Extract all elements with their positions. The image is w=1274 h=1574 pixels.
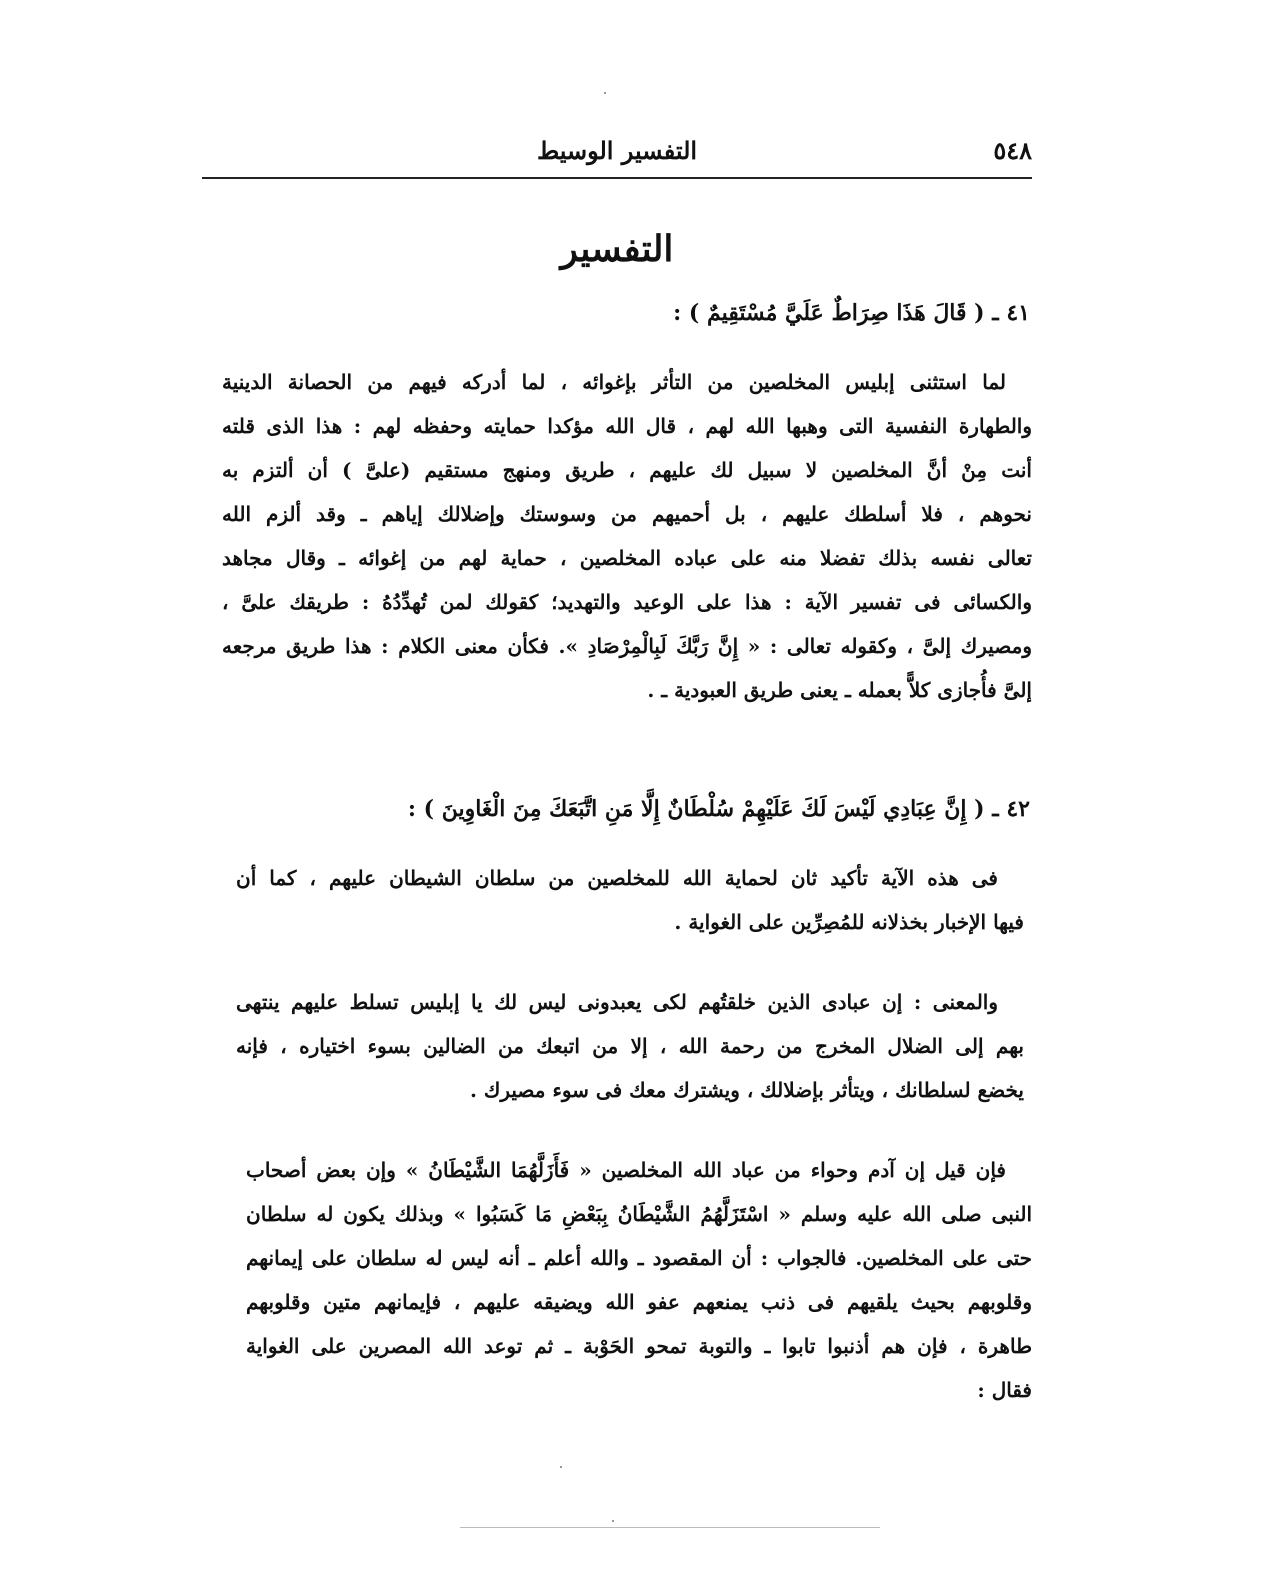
verse-42-paragraph-3: [246, 1148, 1032, 1412]
text-line: تعالى نفسه بذلك تفضلا منه على عباده المخلصين ، حماية لهم من إغوائه ـ وقال مجاهد: [222, 546, 1032, 570]
text-line: والمعنى : إن عبادى الذين خلقتُهم لكى يعبدونى ليس لك يا إبليس تسلط عليهم ينتهى: [236, 990, 998, 1014]
text-line: فى هذه الآية تأكيد ثان لحماية الله للمخلصين من سلطان الشيطان عليهم ، كما أن: [236, 866, 998, 890]
header-rule: [202, 177, 1032, 179]
text-line: يخضع لسلطانك ، ويتأثر بإضلالك ، ويشترك معك فى سوء مصيرك .: [469, 1078, 1024, 1102]
text-line: فإن قيل إن آدم وحواء من عباد الله المخلصين « فَأَزَلَّهُمَا الشَّيْطَانُ » وإن بعض أصحاب: [246, 1158, 1006, 1182]
verse-41-heading: ٤١ ـ ( قَالَ هَذَا صِرَاطٌ عَلَيَّ مُسْتَقِيمٌ ) :: [673, 300, 1030, 326]
verse-42-paragraph-2: [236, 980, 1024, 1112]
verse-41-commentary: [222, 360, 1032, 712]
text-line: لما استثنى إبليس المخلصين من التأثر بإغوائه ، لما أدركه فيهم من الحصانة الدينية: [222, 370, 1006, 394]
text-line: ومصيرك إلىَّ ، وكقوله تعالى : « إِنَّ رَبَّكَ لَبِالْمِرْصَادِ ». فكأن معنى الكلام : هذا طريق مرجعه: [222, 634, 1032, 658]
verse-42-paragraph-1: [236, 856, 1024, 944]
scan-speck: [612, 1520, 614, 1522]
text-line: أنت مِنْ أنَّ المخلصين لا سبيل لك عليهم ، طريق ومنهج مستقيم (علىَّ ) أن ألتزم به: [222, 458, 1032, 482]
verse-42-heading: ٤٢ ـ ( إِنَّ عِبَادِي لَيْسَ لَكَ عَلَيْهِمْ سُلْطَانٌ إِلَّا مَنِ اتَّبَعَكَ مِنَ الْغَاوِينَ ) :: [407, 796, 1030, 822]
text-line: نحوهم ، فلا أسلطك عليهم ، بل أحميهم من وسوستك وإضلالك إياهم ـ وقد ألزم الله: [222, 502, 1032, 526]
scan-speck: [560, 1466, 562, 1468]
running-header: [202, 136, 1032, 176]
page-number: ٥٤٨: [993, 136, 1032, 165]
text-line: والطهارة النفسية التى وهبها الله لهم ، قال الله مؤكدا حمايته وحفظه لهم : هذا الذى قلته: [222, 414, 1032, 438]
text-line: حتى على المخلصين. فالجواب : أن المقصود ـ والله أعلم ـ أنه ليس له سلطان على إيمانهم: [246, 1246, 1032, 1270]
text-line: طاهرة ، فإن هم أذنبوا تابوا ـ والتوبة تمحو الحَوْبة ـ ثم توعد الله المصرين على الغواية: [246, 1334, 1032, 1358]
scan-edge-line: [460, 1527, 880, 1528]
text-line: فيها الإخبار بخذلانه للمُصِرِّين على الغواية .: [674, 910, 1024, 934]
scan-speck: [604, 92, 606, 94]
text-line: والكسائى فى تفسير الآية : هذا على الوعيد والتهديد؛ كقولك لمن تُهدِّدُهُ : طريقك علىَّ ،: [222, 590, 1032, 614]
text-line: بهم إلى الضلال المخرج من رحمة الله ، إلا من اتبعك من الضالين بسوء اختياره ، فإنه: [236, 1034, 1024, 1058]
text-line: النبى صلى الله عليه وسلم « اسْتَزَلَّهُمُ الشَّيْطَانُ بِبَعْضِ مَا كَسَبُوا » وبذلك يكون له سلطان: [246, 1202, 1033, 1226]
book-title: التفسير الوسيط: [536, 136, 698, 165]
section-title: التفسير: [560, 228, 674, 270]
text-line: فقال :: [977, 1378, 1032, 1402]
text-line: إلىَّ فأُجازى كلاًّ بعمله ـ يعنى طريق العبودية ـ .: [647, 678, 1032, 702]
text-line: وقلوبهم بحيث يلقيهم فى ذنب يمنعهم عفو الله ويضيقه عليهم ، فإيمانهم متين وقلوبهم: [246, 1290, 1032, 1314]
